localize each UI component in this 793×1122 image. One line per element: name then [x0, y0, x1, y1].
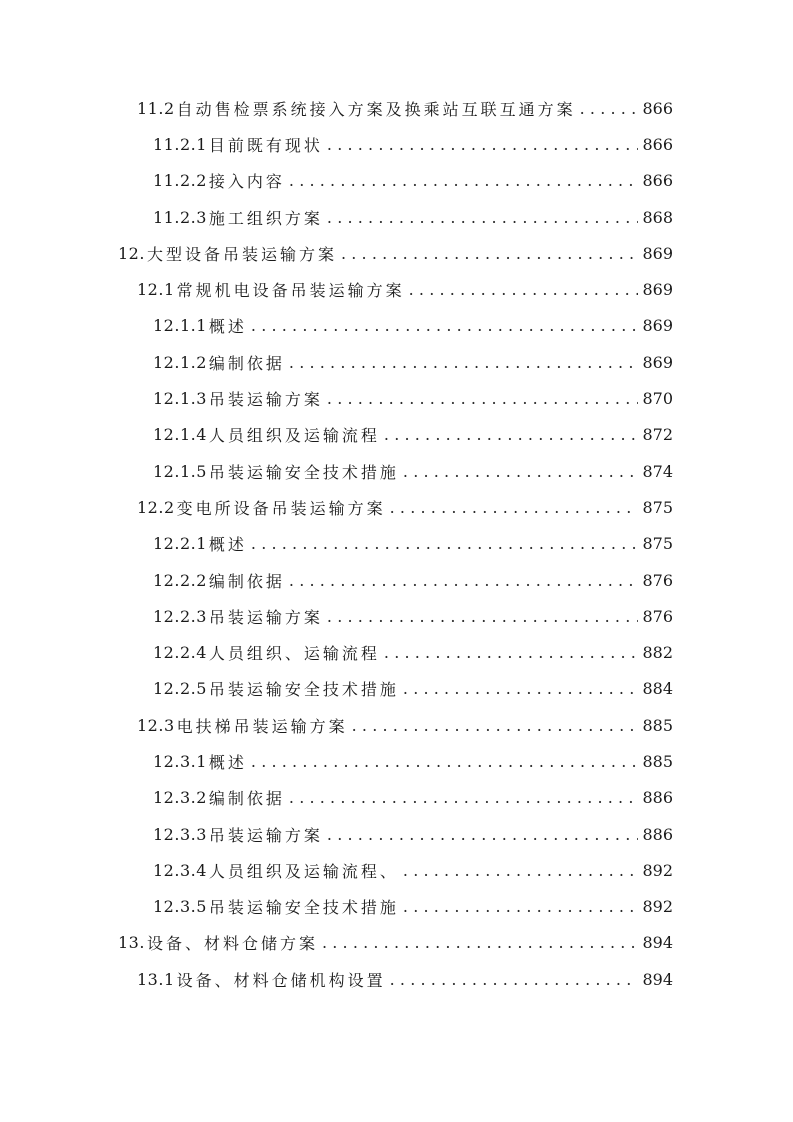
toc-entry-row — [153, 605, 673, 628]
section-number: 12.3.5 — [153, 897, 207, 917]
page-number: 869 — [642, 243, 673, 263]
toc-entry[interactable] — [0, 743, 793, 779]
page-number: 869 — [642, 280, 673, 300]
toc-entry[interactable] — [0, 889, 793, 925]
section-number: 12.2.4 — [153, 643, 207, 663]
dot-leader — [403, 679, 639, 698]
section-number: 12.1.3 — [153, 389, 207, 409]
section-number: 12.2.1 — [153, 534, 207, 554]
section-title: 吊装运输安全技术措施 — [208, 680, 399, 700]
toc-entry[interactable] — [0, 163, 793, 199]
section-title: 变电所设备吊装运输方案 — [176, 498, 386, 518]
section-number: 12.1.2 — [153, 352, 207, 372]
dot-leader — [403, 462, 639, 481]
section-title: 概述 — [208, 317, 247, 337]
dot-leader — [580, 99, 639, 118]
section-number: 12.1.4 — [153, 425, 207, 445]
section-title: 自动售检票系统接入方案及换乘站互联互通方案 — [176, 99, 576, 119]
dot-leader — [289, 171, 639, 190]
toc-entry[interactable] — [0, 852, 793, 888]
section-title: 人员组织及运输流程、 — [208, 861, 399, 881]
toc-entry[interactable] — [0, 598, 793, 634]
section-title: 概述 — [208, 535, 247, 555]
page-number: 869 — [642, 316, 673, 336]
toc-entry[interactable] — [0, 816, 793, 852]
page-number: 884 — [642, 679, 673, 699]
dot-leader — [352, 716, 639, 735]
section-title: 设备、材料仓储机构设置 — [176, 970, 386, 990]
section-number: 12.3.2 — [153, 788, 207, 808]
section-number: 13. — [118, 933, 145, 953]
toc-entry[interactable] — [0, 417, 793, 453]
section-title: 编制依据 — [208, 353, 285, 373]
page-number: 866 — [642, 98, 673, 118]
section-number: 12.3.4 — [153, 860, 207, 880]
page-number: 882 — [642, 643, 673, 663]
toc-entry-row — [137, 278, 673, 301]
dot-leader — [322, 933, 638, 952]
toc-entry-row — [153, 351, 673, 374]
page-number: 876 — [642, 606, 673, 626]
toc-entry-row — [118, 242, 673, 265]
section-title: 目前既有现状 — [208, 135, 323, 155]
page-number: 876 — [642, 570, 673, 590]
section-title: 人员组织、运输流程 — [208, 644, 380, 664]
toc-entry[interactable] — [0, 707, 793, 743]
dot-leader — [251, 534, 639, 553]
section-title: 吊装运输方案 — [208, 607, 323, 627]
page-number: 886 — [642, 788, 673, 808]
toc-entry-row — [137, 97, 673, 120]
section-number: 12.2.5 — [153, 679, 207, 699]
toc-entry-row — [153, 895, 673, 918]
section-number: 12.1.5 — [153, 461, 207, 481]
toc-entry-row — [153, 677, 673, 700]
toc-entry[interactable] — [0, 925, 793, 961]
toc-entry[interactable] — [0, 90, 793, 126]
dot-leader — [289, 353, 639, 372]
toc-entry[interactable] — [0, 271, 793, 307]
section-title: 电扶梯吊装运输方案 — [176, 716, 348, 736]
toc-entry-row — [153, 387, 673, 410]
page-number: 892 — [642, 860, 673, 880]
toc-entry-row — [118, 931, 673, 954]
toc-entry[interactable] — [0, 126, 793, 162]
toc-entry[interactable] — [0, 380, 793, 416]
section-title: 常规机电设备吊装运输方案 — [176, 281, 405, 301]
section-number: 12.3.1 — [153, 751, 207, 771]
dot-leader — [327, 135, 639, 154]
toc-entry-row — [153, 169, 673, 192]
section-number: 12.1 — [137, 280, 175, 300]
dot-leader — [409, 280, 639, 299]
toc-entry-row — [153, 823, 673, 846]
section-title: 人员组织及运输流程 — [208, 426, 380, 446]
section-title: 编制依据 — [208, 789, 285, 809]
toc-entry[interactable] — [0, 526, 793, 562]
toc-entry-row — [153, 569, 673, 592]
section-title: 接入内容 — [208, 172, 285, 192]
toc-entry[interactable] — [0, 780, 793, 816]
page-number: 874 — [642, 461, 673, 481]
dot-leader — [403, 897, 639, 916]
dot-leader — [289, 788, 639, 807]
section-title: 大型设备吊装运输方案 — [146, 244, 337, 264]
section-number: 11.2.2 — [153, 171, 207, 191]
section-number: 11.2 — [137, 98, 175, 118]
page-number: 870 — [642, 389, 673, 409]
section-title: 概述 — [208, 752, 247, 772]
section-number: 12. — [118, 243, 145, 263]
toc-entry-row — [153, 532, 673, 555]
section-title: 吊装运输安全技术措施 — [208, 898, 399, 918]
dot-leader — [384, 643, 639, 662]
page-number: 866 — [642, 171, 673, 191]
toc-entry[interactable] — [0, 344, 793, 380]
dot-leader — [390, 970, 639, 989]
toc-entry-row — [137, 496, 673, 519]
section-number: 11.2.1 — [153, 134, 207, 154]
toc-entry-row — [153, 133, 673, 156]
toc-entry-row — [153, 641, 673, 664]
page-number: 885 — [642, 715, 673, 735]
dot-leader — [390, 498, 639, 517]
page-number: 875 — [642, 497, 673, 517]
section-title: 吊装运输方案 — [208, 825, 323, 845]
section-title: 吊装运输安全技术措施 — [208, 462, 399, 482]
dot-leader — [327, 208, 639, 227]
toc-entry-row — [153, 750, 673, 773]
page-number: 866 — [642, 134, 673, 154]
toc-entry[interactable] — [0, 453, 793, 489]
toc-entry[interactable] — [0, 235, 793, 271]
dot-leader — [327, 607, 639, 626]
section-title: 设备、材料仓储方案 — [146, 934, 318, 954]
page-number: 892 — [642, 897, 673, 917]
toc-entry-row — [137, 968, 673, 991]
section-title: 编制依据 — [208, 571, 285, 591]
page-number: 885 — [642, 751, 673, 771]
dot-leader — [384, 425, 639, 444]
section-number: 12.1.1 — [153, 316, 207, 336]
toc-entry-row — [153, 859, 673, 882]
toc-entry[interactable] — [0, 308, 793, 344]
section-number: 12.3.3 — [153, 824, 207, 844]
dot-leader — [327, 825, 639, 844]
toc-entry[interactable] — [0, 634, 793, 670]
table-of-contents — [0, 90, 793, 997]
page-number: 869 — [642, 352, 673, 372]
section-number: 12.3 — [137, 715, 175, 735]
toc-entry-row — [137, 714, 673, 737]
section-title: 吊装运输方案 — [208, 390, 323, 410]
page-number: 872 — [642, 425, 673, 445]
section-number: 12.2.3 — [153, 606, 207, 626]
toc-entry-row — [153, 786, 673, 809]
page-number: 886 — [642, 824, 673, 844]
section-number: 11.2.3 — [153, 207, 207, 227]
dot-leader — [251, 316, 639, 335]
toc-entry[interactable] — [0, 671, 793, 707]
dot-leader — [403, 861, 639, 880]
dot-leader — [327, 389, 639, 408]
toc-entry[interactable] — [0, 961, 793, 997]
toc-entry[interactable] — [0, 489, 793, 525]
section-number: 12.2 — [137, 497, 175, 517]
toc-entry[interactable] — [0, 562, 793, 598]
page-number: 894 — [642, 969, 673, 989]
section-number: 13.1 — [137, 969, 175, 989]
toc-entry[interactable] — [0, 199, 793, 235]
toc-entry-row — [153, 460, 673, 483]
dot-leader — [341, 244, 638, 263]
page-number: 894 — [642, 933, 673, 953]
page-number: 875 — [642, 534, 673, 554]
dot-leader — [251, 752, 639, 771]
page-number: 868 — [642, 207, 673, 227]
toc-entry-row — [153, 314, 673, 337]
toc-entry-row — [153, 206, 673, 229]
section-title: 施工组织方案 — [208, 208, 323, 228]
section-number: 12.2.2 — [153, 570, 207, 590]
dot-leader — [289, 571, 639, 590]
toc-entry-row — [153, 423, 673, 446]
